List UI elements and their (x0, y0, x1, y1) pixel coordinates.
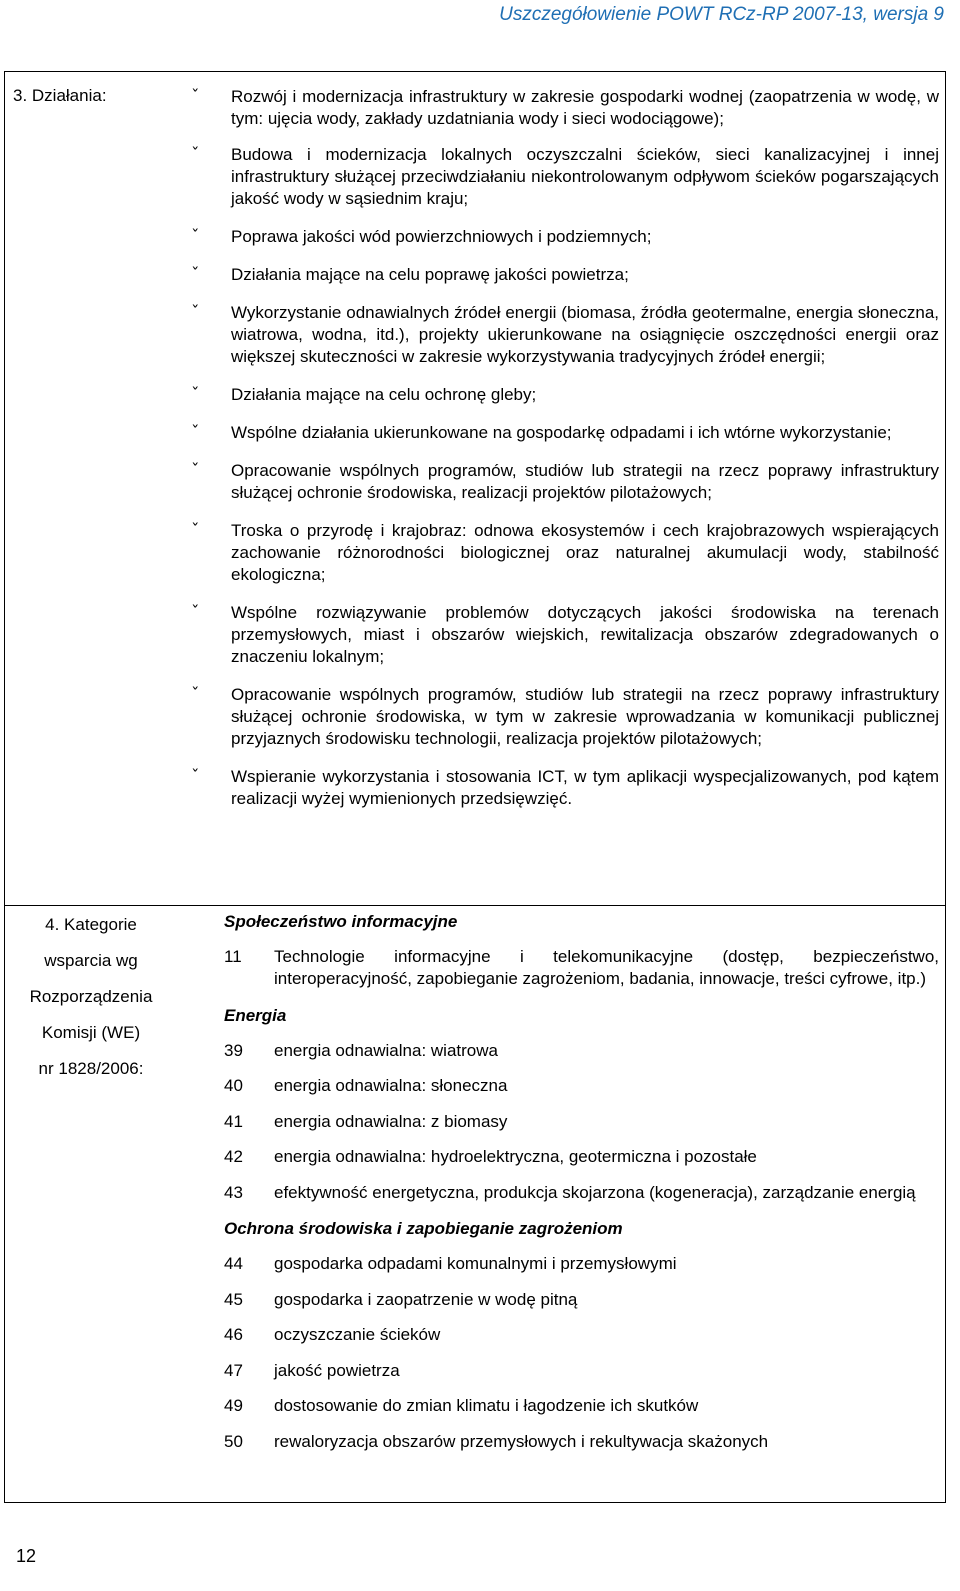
section-4-label-line: Rozporządzenia (29, 987, 153, 1006)
bullet-icon: ˇ (191, 423, 200, 443)
category-item (224, 1431, 939, 1453)
category-code: 11 (224, 947, 242, 966)
action-text: Wspieranie wykorzystania i stosowania ICT, w tym aplikacji wyspecjalizowanych, pod kątem realizacji wyżej wymienionych przedsięwzięć. (231, 767, 939, 808)
category-group-title: Ochrona środowiska i zapobieganie zagrożeniom (224, 1219, 623, 1238)
category-item (224, 1040, 939, 1062)
action-item (185, 144, 939, 210)
action-text: Poprawa jakości wód powierzchniowych i podziemnych; (231, 227, 652, 246)
action-text: Wspólne działania ukierunkowane na gospodarkę odpadami i ich wtórne wykorzystanie; (231, 423, 892, 442)
bullet-icon: ˇ (191, 385, 200, 405)
bullet-icon: ˇ (191, 521, 200, 541)
category-text: Technologie informacyjne i telekomunikacyjne (dostęp, bezpieczeństwo, interoperacyjność, zapobieganie zagrożeniom, badania, innowacje, treści cyfrowe, itp.) (274, 947, 939, 988)
category-text: energia odnawialna: z biomasy (274, 1111, 508, 1131)
bullet-icon: ˇ (191, 87, 200, 107)
action-text: Działania mające na celu poprawę jakości powietrza; (231, 265, 629, 284)
content-table (4, 71, 946, 1503)
action-item (185, 520, 939, 586)
section-4-label-line: 4. Kategorie (45, 915, 137, 934)
actions-list (185, 86, 939, 826)
category-text: energia odnawialna: wiatrowa (274, 1040, 498, 1060)
category-text: gospodarka i zaopatrzenie w wodę pitną (274, 1289, 578, 1309)
page-number: 12 (16, 1546, 37, 1566)
category-group-title: Energia (224, 1005, 287, 1025)
category-code: 39 (224, 1040, 243, 1060)
category-text: gospodarka odpadami komunalnymi i przemysłowymi (274, 1254, 677, 1273)
section-4-label-line: nr 1828/2006: (38, 1059, 144, 1078)
category-item (224, 1075, 939, 1097)
bullet-icon: ˇ (191, 603, 200, 623)
category-text: rewaloryzacja obszarów przemysłowych i rekultywacja skażonych (274, 1431, 769, 1451)
action-text: Rozwój i modernizacja infrastruktury w zakresie gospodarki wodnej (zaopatrzenia w wodę, w tym: ujęcia wody, zakłady uzdatniania wody i sieci wodociągowe); (231, 87, 939, 128)
category-text: dostosowanie do zmian klimatu i łagodzenie ich skutków (274, 1396, 699, 1415)
bullet-icon: ˇ (191, 227, 200, 247)
action-item (185, 264, 939, 286)
category-item (224, 1360, 939, 1382)
category-item (224, 1253, 939, 1275)
category-item (224, 1146, 939, 1168)
category-code: 47 (224, 1360, 243, 1380)
bullet-icon: ˇ (191, 145, 200, 165)
section-3-label: 3. Działania: (13, 86, 107, 105)
category-text: oczyszczanie ścieków (274, 1325, 441, 1344)
category-code: 43 (224, 1182, 243, 1202)
category-code: 46 (224, 1325, 243, 1344)
bullet-icon: ˇ (191, 461, 200, 481)
category-code: 41 (224, 1111, 243, 1131)
section-4-label-line: wsparcia wg (44, 951, 138, 970)
action-item (185, 684, 939, 750)
category-item (224, 946, 939, 990)
action-text: Wspólne rozwiązywanie problemów dotyczących jakości środowiska na terenach przemysłowych, miast i obszarów wiejskich, rewitalizacja obszarów zdegradowanych o znaczeniu lokalnym; (231, 603, 939, 666)
document-header: Uszczegółowienie POWT RCz-RP 2007-13, wersja 9 (499, 4, 944, 25)
action-item (185, 302, 939, 368)
action-text: Opracowanie wspólnych programów, studiów lub strategii na rzecz poprawy infrastruktury służącej ochronie środowiska, realizacji projektów pilotażowych; (231, 461, 939, 502)
category-group-title: Społeczeństwo informacyjne (224, 912, 458, 931)
row-divider (5, 905, 945, 906)
category-text: energia odnawialna: hydroelektryczna, geotermiczna i pozostałe (274, 1147, 757, 1166)
action-item (185, 460, 939, 504)
category-item (224, 1324, 939, 1346)
category-code: 49 (224, 1396, 243, 1415)
category-code: 40 (224, 1076, 243, 1095)
category-item (224, 1289, 939, 1311)
action-text: Wykorzystanie odnawialnych źródeł energii (biomasa, źródła geotermalne, energia słoneczna, wiatrowa, wodna, itd.), projekty ukierunkowane na osiągnięcie oszczędności energii oraz większej skuteczności w zakresie wykorzystywania tradycyjnych źródeł energii; (231, 303, 939, 366)
action-text: Budowa i modernizacja lokalnych oczyszczalni ścieków, sieci kanalizacyjnej i innej infrastruktury służącej przeciwdziałaniu niekontrolowanym odpływom ścieków pogarszających jakość wody w sąsiednim kraju; (231, 145, 939, 208)
category-text: efektywność energetyczna, produkcja skojarzona (kogeneracja), zarządzanie energią (274, 1182, 916, 1202)
category-text: energia odnawialna: słoneczna (274, 1076, 508, 1095)
category-code: 44 (224, 1254, 243, 1273)
section-4-label (7, 907, 175, 1087)
category-code: 45 (224, 1289, 243, 1309)
action-text: Opracowanie wspólnych programów, studiów lub strategii na rzecz poprawy infrastruktury służącej ochronie środowiska, w tym w zakresie wprowadzania w komunikacji publicznej przyjaznych środowisku technologii, realizacja projektów pilotażowych; (231, 685, 939, 748)
action-item (185, 422, 939, 444)
category-code: 42 (224, 1147, 243, 1166)
action-item (185, 384, 939, 406)
category-item (224, 1395, 939, 1417)
support-categories (224, 910, 939, 1466)
category-item (224, 1111, 939, 1133)
action-text: Troska o przyrodę i krajobraz: odnowa ekosystemów i cech krajobrazowych wspierających zachowanie różnorodności biologicznej oraz naturalnej akumulacji wody, stabilność ekologiczna; (231, 521, 939, 584)
bullet-icon: ˇ (191, 303, 200, 323)
section-4-label-line: Komisji (WE) (41, 1023, 141, 1042)
action-item (185, 86, 939, 130)
category-text: jakość powietrza (274, 1360, 400, 1380)
action-text: Działania mające na celu ochronę gleby; (231, 385, 537, 404)
action-item (185, 226, 939, 248)
bullet-icon: ˇ (191, 265, 200, 285)
category-code: 50 (224, 1431, 243, 1451)
action-item (185, 602, 939, 668)
category-item (224, 1182, 939, 1204)
bullet-icon: ˇ (191, 685, 200, 705)
bullet-icon: ˇ (191, 767, 200, 787)
action-item (185, 766, 939, 810)
